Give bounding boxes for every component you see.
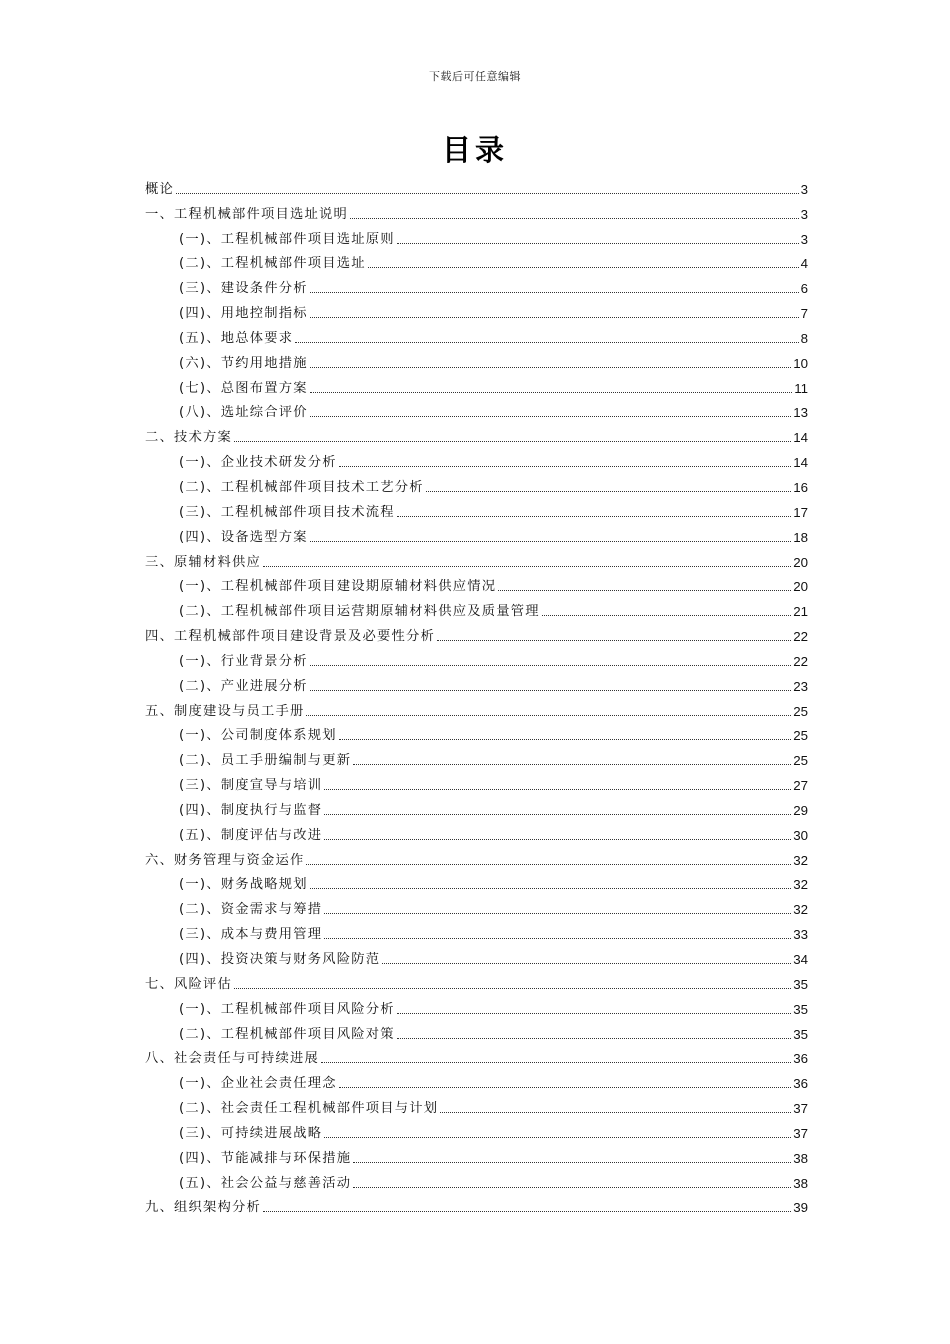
toc-entry[interactable] [145, 871, 808, 896]
toc-entry-label: 四、工程机械部件项目建设背景及必要性分析 [145, 629, 435, 645]
toc-entry[interactable] [145, 920, 808, 945]
table-of-contents [145, 175, 808, 1218]
toc-entry[interactable] [145, 895, 808, 920]
toc-dot-leader [498, 589, 791, 591]
toc-entry-label: (四)、制度执行与监督 [179, 802, 323, 818]
toc-entry[interactable] [145, 523, 808, 548]
toc-entry-label: (一)、工程机械部件项目建设期原辅材料供应情况 [179, 579, 497, 595]
toc-entry-label: (三)、可持续进展战略 [179, 1125, 323, 1141]
toc-entry[interactable] [145, 1169, 808, 1194]
toc-entry-label: (三)、工程机械部件项目技术流程 [179, 504, 395, 520]
toc-entry-page-number: 22 [793, 653, 808, 669]
toc-entry-label: (四)、设备选型方案 [179, 529, 308, 545]
toc-entry-label: 六、财务管理与资金运作 [145, 852, 305, 868]
toc-entry-label: 九、组织架构分析 [145, 1200, 261, 1216]
toc-entry-label: 二、技术方案 [145, 430, 232, 446]
toc-entry[interactable] [145, 1094, 808, 1119]
toc-entry[interactable] [145, 970, 808, 995]
toc-entry[interactable] [145, 1069, 808, 1094]
toc-entry-label: (三)、成本与费用管理 [179, 927, 323, 943]
toc-entry-page-number: 35 [793, 1026, 808, 1042]
toc-entry-label: (四)、投资决策与财务风险防范 [179, 952, 381, 967]
toc-entry-label: (一)、行业背景分析 [179, 653, 308, 669]
toc-dot-leader [306, 863, 791, 865]
toc-dot-leader [321, 1061, 791, 1063]
toc-entry[interactable] [145, 349, 808, 374]
toc-entry-label: (三)、建设条件分析 [179, 281, 308, 297]
toc-entry-label: (五)、社会公益与慈善活动 [179, 1175, 352, 1191]
toc-entry-page-number: 27 [793, 778, 808, 794]
toc-entry[interactable] [145, 995, 808, 1020]
toc-dot-leader [310, 887, 791, 889]
toc-entry[interactable] [145, 448, 808, 473]
toc-entry-page-number: 20 [793, 579, 808, 595]
toc-dot-leader [397, 1012, 791, 1014]
toc-entry[interactable] [145, 597, 808, 622]
toc-entry-label: (一)、企业社会责任理念 [179, 1076, 337, 1092]
toc-entry-label: (四)、用地控制指标 [179, 306, 308, 322]
toc-dot-leader [310, 540, 791, 542]
toc-entry[interactable] [145, 473, 808, 498]
toc-entry[interactable] [145, 399, 808, 424]
toc-dot-leader [310, 366, 791, 368]
toc-entry-page-number: 3 [800, 231, 808, 247]
toc-dot-leader [339, 738, 791, 740]
toc-entry[interactable] [145, 746, 808, 771]
toc-entry[interactable] [145, 945, 808, 970]
toc-dot-leader [234, 440, 791, 442]
toc-entry-label: (五)、制度评估与改进 [179, 827, 323, 843]
toc-entry-label: 三、原辅材料供应 [145, 554, 261, 570]
toc-entry-page-number: 36 [793, 1051, 808, 1067]
toc-entry[interactable] [145, 573, 808, 598]
toc-dot-leader [397, 515, 791, 517]
toc-entry[interactable] [145, 821, 808, 846]
toc-entry-page-number: 38 [793, 1150, 808, 1166]
toc-dot-leader [382, 962, 791, 964]
toc-entry-label: (一)、财务战略规划 [179, 877, 308, 893]
toc-entry-page-number: 20 [793, 554, 808, 570]
toc-dot-leader [310, 415, 791, 417]
toc-dot-leader [324, 813, 791, 815]
toc-dot-leader [353, 1186, 791, 1188]
toc-entry-page-number: 16 [793, 479, 808, 495]
toc-entry-page-number: 11 [794, 380, 808, 396]
toc-entry-page-number: 36 [793, 1076, 808, 1092]
toc-entry-page-number: 3 [800, 181, 808, 197]
toc-entry-page-number: 25 [793, 728, 808, 744]
toc-entry-page-number: 8 [800, 330, 808, 346]
toc-entry-page-number: 23 [793, 678, 808, 694]
toc-entry[interactable] [145, 374, 808, 399]
toc-entry-page-number: 3 [800, 206, 808, 222]
toc-entry[interactable] [145, 846, 808, 871]
toc-dot-leader [306, 714, 791, 716]
toc-dot-leader [263, 1210, 791, 1212]
toc-entry-page-number: 21 [793, 604, 808, 620]
toc-entry[interactable] [145, 672, 808, 697]
toc-entry[interactable] [145, 796, 808, 821]
toc-entry-label: (二)、员工手册编制与更新 [179, 753, 352, 769]
toc-entry[interactable] [145, 1119, 808, 1144]
toc-entry[interactable] [145, 423, 808, 448]
toc-entry[interactable] [145, 250, 808, 275]
toc-entry[interactable] [145, 299, 808, 324]
toc-entry-page-number: 32 [793, 852, 808, 868]
toc-dot-leader [542, 614, 792, 616]
toc-entry-page-number: 35 [793, 976, 808, 992]
toc-dot-leader [440, 1111, 791, 1113]
toc-dot-leader [263, 565, 791, 567]
toc-entry-label: (一)、企业技术研发分析 [179, 455, 337, 471]
toc-entry-label: (四)、节能减排与环保措施 [179, 1150, 352, 1166]
toc-entry-page-number: 13 [793, 405, 808, 421]
toc-dot-leader [324, 1136, 791, 1138]
toc-entry-page-number: 14 [793, 455, 808, 471]
toc-entry-page-number: 25 [793, 703, 808, 719]
toc-entry-page-number: 17 [793, 504, 808, 520]
toc-entry-page-number: 38 [793, 1175, 808, 1191]
toc-dot-leader [397, 1037, 791, 1039]
toc-entry-page-number: 34 [793, 952, 808, 967]
toc-entry-page-number: 33 [793, 927, 808, 943]
toc-entry-label: 八、社会责任与可持续进展 [145, 1051, 319, 1067]
toc-dot-leader [353, 1161, 791, 1163]
toc-entry-page-number: 7 [800, 306, 808, 322]
toc-dot-leader [324, 838, 791, 840]
toc-dot-leader [324, 937, 791, 939]
toc-entry[interactable] [145, 498, 808, 523]
toc-dot-leader [310, 316, 799, 318]
toc-dot-leader [339, 1086, 791, 1088]
toc-entry[interactable] [145, 274, 808, 299]
toc-entry[interactable] [145, 175, 808, 200]
toc-dot-leader [350, 217, 799, 219]
toc-entry[interactable] [145, 771, 808, 796]
toc-entry-page-number: 37 [793, 1101, 808, 1117]
toc-entry-page-number: 14 [793, 430, 808, 446]
toc-entry-page-number: 35 [793, 1001, 808, 1017]
toc-entry-label: (一)、工程机械部件项目选址原则 [179, 231, 395, 247]
toc-entry-label: (二)、资金需求与筹措 [179, 902, 323, 918]
toc-entry-page-number: 4 [800, 256, 808, 272]
toc-entry-label: 概论 [145, 181, 174, 197]
toc-entry[interactable] [145, 1144, 808, 1169]
toc-dot-leader [176, 192, 799, 194]
toc-entry-page-number: 32 [793, 902, 808, 918]
toc-entry-label: (六)、节约用地措施 [179, 355, 308, 371]
toc-entry-page-number: 10 [793, 355, 808, 371]
toc-dot-leader [339, 465, 791, 467]
toc-dot-leader [437, 639, 791, 641]
toc-dot-leader [426, 490, 791, 492]
toc-entry-label: 五、制度建设与员工手册 [145, 703, 305, 719]
toc-entry-label: 一、工程机械部件项目选址说明 [145, 206, 348, 222]
toc-entry-page-number: 25 [793, 753, 808, 769]
toc-entry[interactable] [145, 647, 808, 672]
toc-entry[interactable] [145, 548, 808, 573]
toc-entry-page-number: 22 [793, 629, 808, 645]
toc-entry-label: (二)、工程机械部件项目风险对策 [179, 1026, 395, 1042]
toc-entry-page-number: 39 [793, 1200, 808, 1216]
toc-dot-leader [397, 242, 799, 244]
toc-entry[interactable] [145, 1020, 808, 1045]
toc-entry-label: (二)、工程机械部件项目技术工艺分析 [179, 479, 424, 495]
toc-dot-leader [310, 689, 791, 691]
toc-entry-page-number: 30 [793, 827, 808, 843]
toc-dot-leader [310, 391, 792, 393]
toc-entry-page-number: 6 [800, 281, 808, 297]
toc-entry[interactable] [145, 324, 808, 349]
toc-entry-label: (三)、制度宣导与培训 [179, 778, 323, 794]
toc-entry-label: 七、风险评估 [145, 976, 232, 992]
toc-dot-leader [353, 763, 791, 765]
toc-entry[interactable] [145, 200, 808, 225]
toc-dot-leader [368, 266, 799, 268]
toc-entry-label: (一)、公司制度体系规划 [179, 728, 337, 744]
toc-entry[interactable] [145, 722, 808, 747]
toc-entry-label: (二)、工程机械部件项目运营期原辅材料供应及质量管理 [179, 604, 540, 620]
toc-entry[interactable] [145, 697, 808, 722]
toc-entry-label: (二)、工程机械部件项目选址 [179, 256, 366, 272]
toc-dot-leader [324, 912, 791, 914]
toc-dot-leader [310, 664, 791, 666]
toc-entry-label: (五)、地总体要求 [179, 330, 294, 346]
page-title: 目录 [441, 133, 508, 167]
toc-dot-leader [310, 291, 799, 293]
toc-entry-label: (二)、社会责任工程机械部件项目与计划 [179, 1101, 439, 1117]
toc-entry-page-number: 32 [793, 877, 808, 893]
toc-entry[interactable] [145, 1045, 808, 1070]
toc-entry-page-number: 18 [793, 529, 808, 545]
toc-entry-label: (七)、总图布置方案 [179, 380, 308, 396]
toc-dot-leader [324, 788, 791, 790]
toc-entry[interactable] [145, 1194, 808, 1219]
toc-dot-leader [295, 341, 798, 343]
toc-entry-label: (二)、产业进展分析 [179, 678, 308, 694]
toc-entry[interactable] [145, 622, 808, 647]
toc-entry[interactable] [145, 225, 808, 250]
toc-entry-page-number: 37 [793, 1125, 808, 1141]
toc-entry-label: (一)、工程机械部件项目风险分析 [179, 1001, 395, 1017]
toc-dot-leader [234, 987, 791, 989]
toc-entry-label: (八)、选址综合评价 [179, 405, 308, 421]
header-note: 下载后可任意编辑 [429, 70, 521, 83]
toc-entry-page-number: 29 [793, 802, 808, 818]
